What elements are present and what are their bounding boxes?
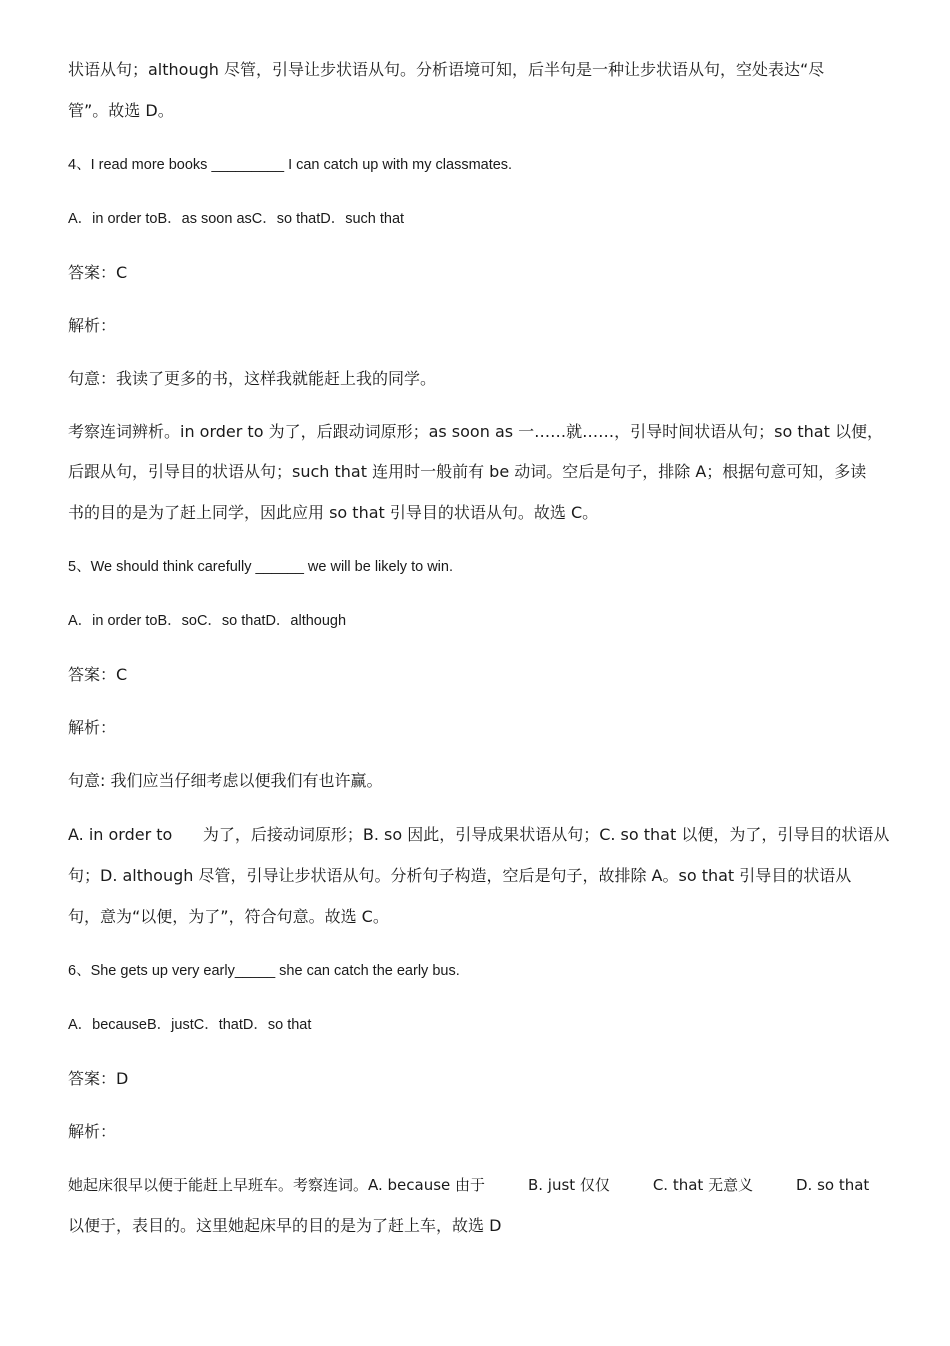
question-4-explanation-1: 考察连词辨析。in order to 为了，后跟动词原形；as soon as 一……就……，引导时间状语从句；so that 以便， [68,422,883,441]
question-5-options: A．in order toB．soC．so thatD．although [68,613,347,629]
question-5-stem: 5、We should think carefully ______ we will be likely to win. [68,559,453,575]
question-4-answer: 答案：C [68,263,128,282]
question-5-analysis-label: 解析： [68,718,117,737]
question-5-explanation-2: 句；D. although 尽管，引导让步状语从句。分析句子构造，空后是句子，故排除 A。so that 引导目的状语从 [68,866,852,885]
question-4-explanation-3: 书的目的是为了赶上同学，因此应用 so that 引导目的状语从句。故选 C。 [68,503,599,522]
text-line-explanation-3-end-1: 状语从句；although 尽管，引导让步状语从句。分析语境可知，后半句是一种让步状语从句，空处表达“尽 [68,60,825,79]
question-5-answer: 答案：C [68,665,128,684]
question-4-explanation-2: 后跟从句，引导目的状语从句；such that 连用时一般前有 be 动词。空后是句子，排除 A；根据句意可知，多读 [68,462,867,481]
question-6-explanation-1: 她起床很早以便于能赶上早班车。考察连词。A. because 由于 B. just 仅仅 C. that 无意义 D. so that [68,1176,870,1194]
question-6-stem: 6、She gets up very early_____ she can catch the early bus. [68,963,460,979]
question-6-analysis-label: 解析： [68,1122,117,1141]
question-5-explanation-3: 句，意为“以便，为了”，符合句意。故选 C。 [68,907,389,926]
question-6-options: A．becauseB．justC．thatD．so that [68,1017,312,1033]
question-4-options: A．in order toB．as soon asC．so thatD．such that [68,211,405,227]
question-5-meaning: 句意: 我们应当仔细考虑以便我们有也许赢。 [68,771,383,790]
text-line-explanation-3-end-2: 管”。故选 D。 [68,101,174,120]
question-4-meaning: 句意：我读了更多的书，这样我就能赶上我的同学。 [68,369,437,388]
question-5-explanation-1: A. in order to 为了，后接动词原形；B. so 因此，引导成果状语从句；C. so that 以便，为了，引导目的状语从 [68,825,890,844]
question-4-analysis-label: 解析： [68,316,117,335]
question-6-explanation-2: 以便于，表目的。这里她起床早的目的是为了赶上车，故选 D [68,1216,502,1235]
question-4-stem: 4、I read more books _________ I can catch up with my classmates. [68,157,513,173]
question-6-answer: 答案：D [68,1069,129,1088]
